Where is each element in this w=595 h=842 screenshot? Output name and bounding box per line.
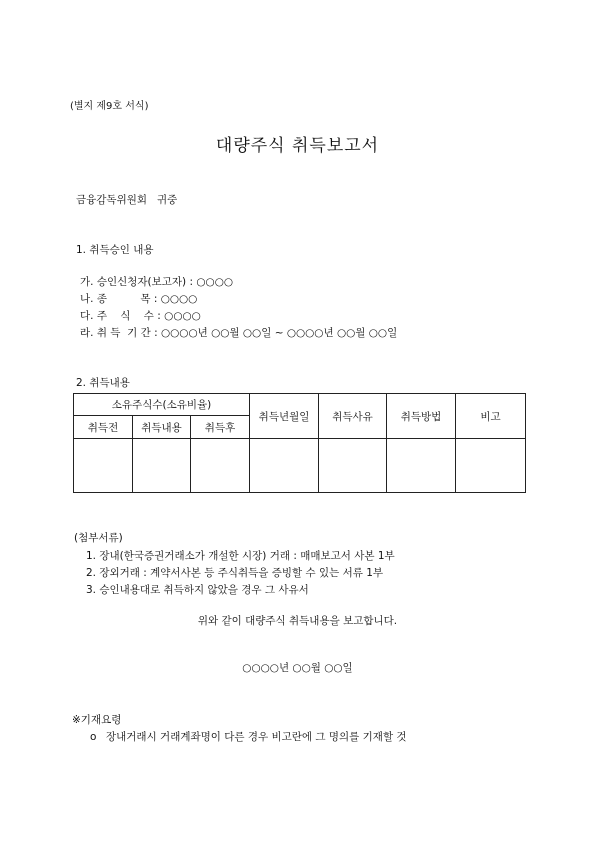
header-remarks: 비고 (456, 394, 526, 439)
form-number-label: (별지 제9호 서식) (70, 101, 149, 112)
approval-item-share-count: 다. 주 식 수 : ○○○○ (80, 310, 201, 322)
header-acquisition-reason: 취득사유 (319, 394, 387, 439)
attachment-item: 1. 장내(한국증권거래소가 개설한 시장) 거래 : 매매보고서 사본 1부 (86, 550, 395, 562)
header-acquisition-date: 취득년월일 (250, 394, 319, 439)
section-acquisition-approval-heading: 1. 취득승인 내용 (76, 244, 154, 256)
bullet-icon: o (90, 731, 97, 743)
report-date: ○○○○년 ○○월 ○○일 (242, 662, 353, 674)
table-cell (319, 439, 387, 493)
subheader-before: 취득전 (74, 416, 133, 439)
acquisition-details-table (73, 393, 526, 493)
table-cell (250, 439, 319, 493)
table-cell (456, 439, 526, 493)
table-cell (74, 439, 133, 493)
instruction-text: 장내거래시 거래계좌명이 다른 경우 비고란에 그 명의를 기재할 것 (106, 731, 407, 743)
header-shares-held: 소유주식수(소유비율) (74, 394, 250, 416)
table-cell (191, 439, 250, 493)
attachment-item: 2. 장외거래 : 계약서사본 등 주식취득을 증빙할 수 있는 서류 1부 (86, 567, 384, 579)
subheader-acquired: 취득내용 (133, 416, 191, 439)
table-header-row (74, 394, 526, 416)
header-acquisition-method: 취득방법 (387, 394, 456, 439)
table-cell (387, 439, 456, 493)
attachment-item: 3. 승인내용대로 취득하지 않았을 경우 그 사유서 (86, 584, 309, 596)
table-cell (133, 439, 191, 493)
subheader-after: 취득후 (191, 416, 250, 439)
report-statement: 위와 같이 대량주식 취득내용을 보고합니다. (197, 615, 398, 627)
document-title: 대량주식 취득보고서 (215, 136, 380, 156)
approval-item-period: 라. 취 득 기 간 : ○○○○년 ○○월 ○○일 ~ ○○○○년 ○○월 ○○일 (80, 327, 398, 339)
approval-item-stock-name: 나. 종 목 : ○○○○ (80, 293, 198, 305)
approval-item-applicant: 가. 승인신청자(보고자) : ○○○○ (80, 276, 234, 288)
instruction-item (90, 729, 407, 744)
recipient-line: 금융감독위원회 귀중 (76, 194, 178, 206)
attachments-heading: (첨부서류) (74, 532, 123, 544)
section-acquisition-details-heading: 2. 취득내용 (76, 377, 130, 389)
instructions-heading: ※기재요령 (72, 714, 122, 726)
table-row (74, 439, 526, 493)
